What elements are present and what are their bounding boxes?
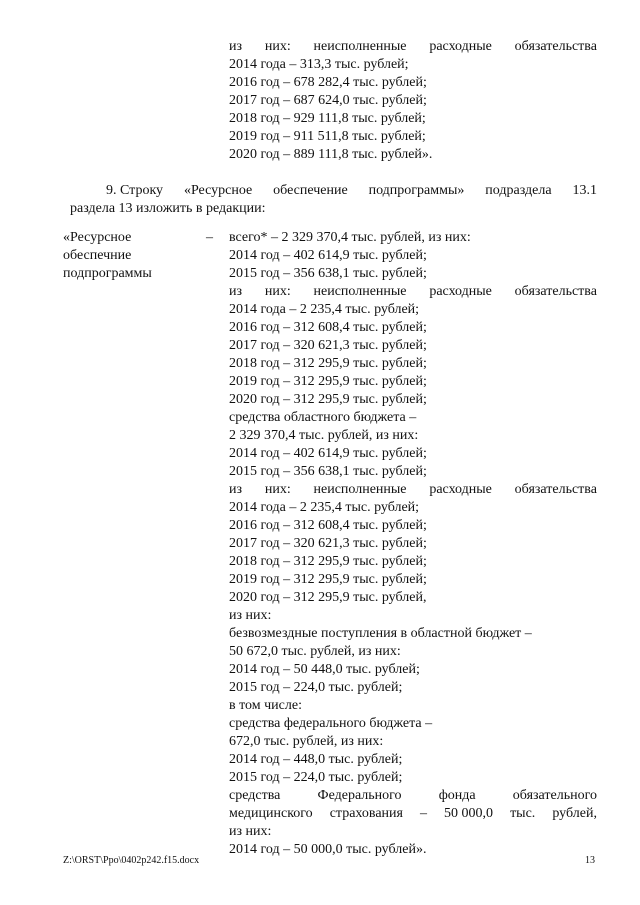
- top-line: 2019 год – 911 511,8 тыс. рублей;: [229, 129, 426, 144]
- item9-paragraph-line2: раздела 13 изложить в редакции:: [70, 201, 266, 216]
- word: тыс.: [510, 806, 536, 821]
- value-line: 672,0 тыс. рублей, из них:: [229, 734, 384, 749]
- word: медицинского: [229, 806, 313, 821]
- word: обязательства: [514, 39, 597, 54]
- value-line: 2015 год – 356 638,1 тыс. рублей;: [229, 266, 427, 281]
- value-line: 2018 год – 312 295,9 тыс. рублей;: [229, 554, 427, 569]
- value-line: безвозмездные поступления в областной бюджет –: [229, 626, 532, 641]
- value-line: 2016 год – 312 608,4 тыс. рублей;: [229, 320, 427, 335]
- value-line: 2014 год – 402 614,9 тыс. рублей;: [229, 248, 427, 263]
- value-line: 2016 год – 312 608,4 тыс. рублей;: [229, 518, 427, 533]
- value-line-justified: [229, 787, 597, 805]
- top-line: 2018 год – 929 111,8 тыс. рублей;: [229, 111, 426, 126]
- top-line: 2016 год – 678 282,4 тыс. рублей;: [229, 75, 427, 90]
- value-line-justified: [229, 805, 597, 823]
- value-line-justified: [229, 283, 597, 301]
- top-obligations-line: [229, 38, 597, 56]
- word: подраздела: [485, 183, 552, 198]
- word: 13.1: [572, 183, 597, 198]
- value-line: 2020 год – 312 295,9 тыс. рублей,: [229, 590, 427, 605]
- value-line: 2 329 370,4 тыс. рублей, из них:: [229, 428, 419, 443]
- value-line: 2018 год – 312 295,9 тыс. рублей;: [229, 356, 427, 371]
- word: расходные: [429, 39, 492, 54]
- value-line: 2019 год – 312 295,9 тыс. рублей;: [229, 572, 427, 587]
- word: них:: [264, 482, 291, 497]
- word: страхования: [329, 806, 403, 821]
- word: обязательства: [514, 482, 597, 497]
- word: 50 000,0: [444, 806, 494, 821]
- value-line-justified: [229, 481, 597, 499]
- word: рублей,: [552, 806, 597, 821]
- value-line: средства областного бюджета –: [229, 410, 417, 425]
- word: 9. Строку: [106, 183, 164, 198]
- value-line: 2017 год – 320 621,3 тыс. рублей;: [229, 536, 427, 551]
- word: расходные: [429, 482, 492, 497]
- page-number: 13: [585, 855, 595, 866]
- word: них:: [264, 39, 291, 54]
- word: Федерального: [317, 788, 402, 803]
- value-line: всего* – 2 329 370,4 тыс. рублей, из них:: [229, 230, 471, 245]
- top-line: 2017 год – 687 624,0 тыс. рублей;: [229, 93, 427, 108]
- value-line: 2014 год – 50 000,0 тыс. рублей».: [229, 842, 427, 857]
- value-line: 50 672,0 тыс. рублей, из них:: [229, 644, 401, 659]
- word: из: [229, 284, 243, 299]
- value-line: 2017 год – 320 621,3 тыс. рублей;: [229, 338, 427, 353]
- value-line: 2015 год – 224,0 тыс. рублей;: [229, 770, 403, 785]
- word: –: [420, 806, 427, 821]
- footer-file-path: Z:\ORST\Ppo\0402p242.f15.docx: [63, 855, 200, 866]
- item9-paragraph-line1: [106, 182, 597, 200]
- word: них:: [264, 284, 291, 299]
- top-line: 2020 год – 889 111,8 тыс. рублей».: [229, 147, 433, 162]
- word: неисполненные: [313, 39, 407, 54]
- value-line: средства федерального бюджета –: [229, 716, 433, 731]
- label-dash: –: [206, 230, 213, 245]
- value-line: 2014 год – 50 448,0 тыс. рублей;: [229, 662, 420, 677]
- label-line: обеспечние: [63, 248, 132, 263]
- value-line: 2015 год – 224,0 тыс. рублей;: [229, 680, 403, 695]
- word: обязательства: [514, 284, 597, 299]
- word: неисполненные: [313, 284, 407, 299]
- value-line: 2014 год – 402 614,9 тыс. рублей;: [229, 446, 427, 461]
- word: неисполненные: [313, 482, 407, 497]
- label-line: «Ресурсное: [63, 230, 132, 245]
- word: из: [229, 482, 243, 497]
- word: расходные: [429, 284, 492, 299]
- top-line: 2014 года – 313,3 тыс. рублей;: [229, 57, 409, 72]
- word: средства: [229, 788, 281, 803]
- value-line: 2020 год – 312 295,9 тыс. рублей;: [229, 392, 427, 407]
- word: подпрограммы»: [368, 183, 465, 198]
- word: обеспечение: [273, 183, 348, 198]
- value-line: 2014 год – 448,0 тыс. рублей;: [229, 752, 403, 767]
- word: фонда: [438, 788, 476, 803]
- value-line: 2014 года – 2 235,4 тыс. рублей;: [229, 302, 420, 317]
- word: обязательного: [512, 788, 597, 803]
- value-line: в том числе:: [229, 698, 302, 713]
- word: из: [229, 39, 243, 54]
- value-line: 2019 год – 312 295,9 тыс. рублей;: [229, 374, 427, 389]
- value-line: из них:: [229, 608, 272, 623]
- word: «Ресурсное: [183, 183, 253, 198]
- value-line: 2014 года – 2 235,4 тыс. рублей;: [229, 500, 420, 515]
- value-line: из них:: [229, 824, 272, 839]
- label-line: подпрограммы: [63, 266, 152, 281]
- value-line: 2015 год – 356 638,1 тыс. рублей;: [229, 464, 427, 479]
